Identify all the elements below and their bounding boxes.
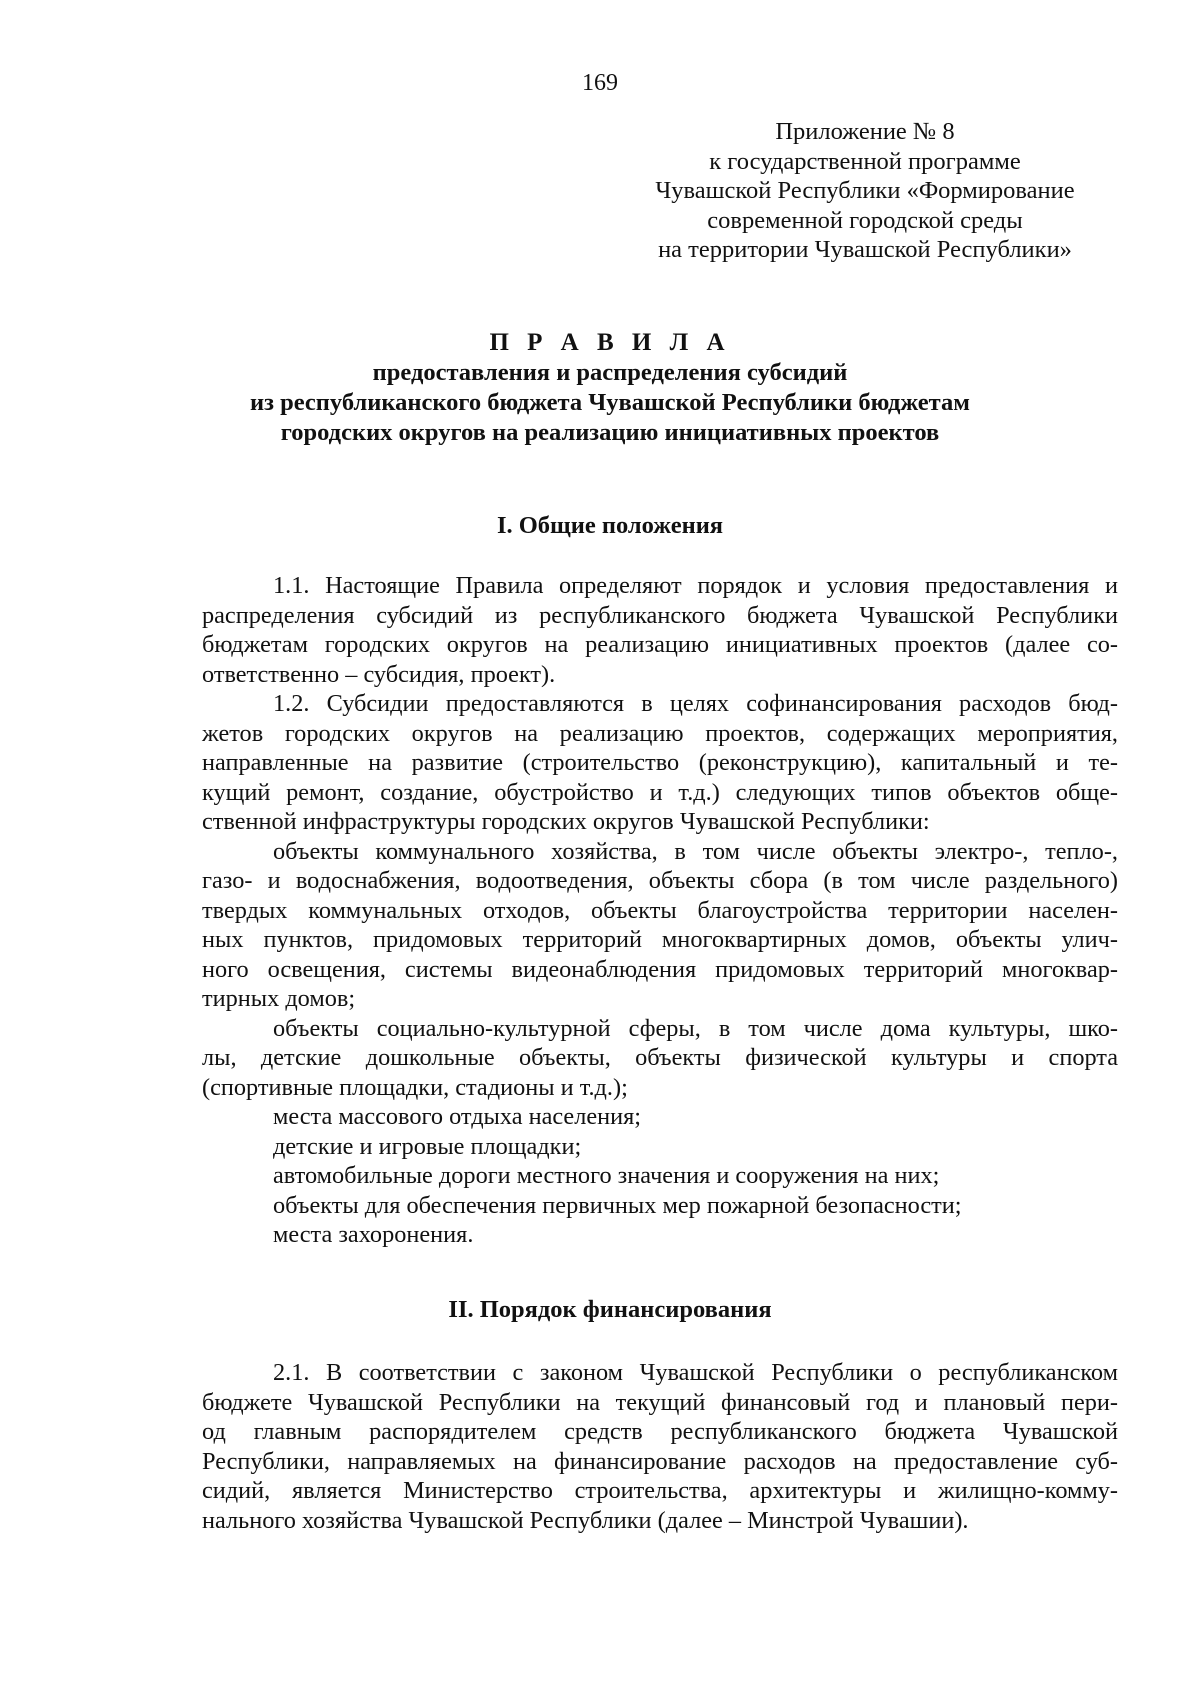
text-line: кущий ремонт, создание, обустройство и т.д.) следующих типов объектов обще- — [202, 778, 1118, 806]
text-line: ответственно – субсидия, проект). — [202, 660, 556, 688]
text-line: тирных домов; — [202, 985, 356, 1012]
section-body — [202, 571, 1118, 1250]
text-line: бюджете Чувашской Республики на текущий финансовый год и плановый пери- — [202, 1388, 1118, 1416]
appendix-line: к государственной программе — [709, 147, 1021, 175]
section-heading: I. Общие положения — [496, 512, 724, 539]
text-line: детские и игровые площадки; — [273, 1132, 582, 1160]
text-line: объекты для обеспечения первичных мер пожарной безопасности; — [273, 1191, 962, 1219]
text-line: 1.2. Субсидии предоставляются в целях софинансирования расходов бюд- — [273, 690, 1118, 717]
section-heading: II. Порядок финансирования — [448, 1296, 772, 1323]
appendix-line: Приложение № 8 — [775, 118, 955, 145]
title-line: предоставления и распределения субсидий — [372, 359, 848, 386]
text-line: газо- и водоснабжения, водоотведения, объекты сбора (в том числе раздельного) — [202, 867, 1118, 894]
text-line: Республики, направляемых на финансирование расходов на предоставление суб- — [202, 1447, 1118, 1475]
text-line: объекты коммунального хозяйства, в том числе объекты электро-, тепло-, — [273, 837, 1118, 865]
text-line: распределения субсидий из республиканского бюджета Чувашской Республики — [202, 601, 1118, 629]
appendix-line: современной городской среды — [707, 206, 1023, 234]
appendix-line: на территории Чувашской Республики» — [658, 236, 1072, 263]
text-line: твердых коммунальных отходов, объекты благоустройства территории населен- — [202, 896, 1118, 924]
text-line: направленные на развитие (строительство (реконструкцию), капитальный и те- — [202, 749, 1118, 776]
document-title — [180, 328, 1040, 448]
text-line: нального хозяйства Чувашской Республики (далее – Минстрой Чувашии). — [202, 1506, 969, 1534]
text-line: (спортивные площадки, стадионы и т.д.); — [202, 1073, 628, 1101]
text-line: места массового отдыха населения; — [273, 1103, 642, 1130]
text-line: ного освещения, системы видеонаблюдения придомовых территорий многоквар- — [202, 955, 1118, 983]
text-line: 1.1. Настоящие Правила определяют порядок и условия предоставления и — [273, 572, 1118, 599]
text-line: лы, детские дошкольные объекты, объекты физической культуры и спорта — [202, 1044, 1118, 1071]
text-line: жетов городских округов на реализацию проектов, содержащих мероприятия, — [202, 719, 1118, 747]
text-line: автомобильные дороги местного значения и сооружения на них; — [273, 1162, 940, 1189]
appendix-line: Чувашской Республики «Формирование — [655, 177, 1075, 204]
title-main: П Р А В И Л А — [489, 329, 731, 356]
title-line: из республиканского бюджета Чувашской Республики бюджетам — [250, 389, 970, 416]
text-line: места захоронения. — [273, 1221, 474, 1248]
title-line: городских округов на реализацию инициативных проектов — [280, 419, 940, 446]
text-line: бюджетам городских округов на реализацию инициативных проектов (далее со- — [202, 631, 1118, 658]
appendix-header — [620, 117, 1110, 265]
text-line: ных пунктов, придомовых территорий многоквартирных домов, объекты улич- — [202, 926, 1118, 953]
page-number: 169 — [582, 70, 618, 96]
text-line: сидий, является Министерство строительства, архитектуры и жилищно-комму- — [202, 1477, 1118, 1504]
text-line: объекты социально-культурной сферы, в том числе дома культуры, шко- — [273, 1014, 1118, 1042]
section-body — [202, 1358, 1118, 1535]
text-line: 2.1. В соответствии с законом Чувашской Республики о республиканском — [273, 1359, 1118, 1386]
text-line: од главным распорядителем средств республиканского бюджета Чувашской — [202, 1418, 1118, 1445]
text-line: ственной инфраструктуры городских округов Чувашской Республики: — [202, 808, 930, 835]
